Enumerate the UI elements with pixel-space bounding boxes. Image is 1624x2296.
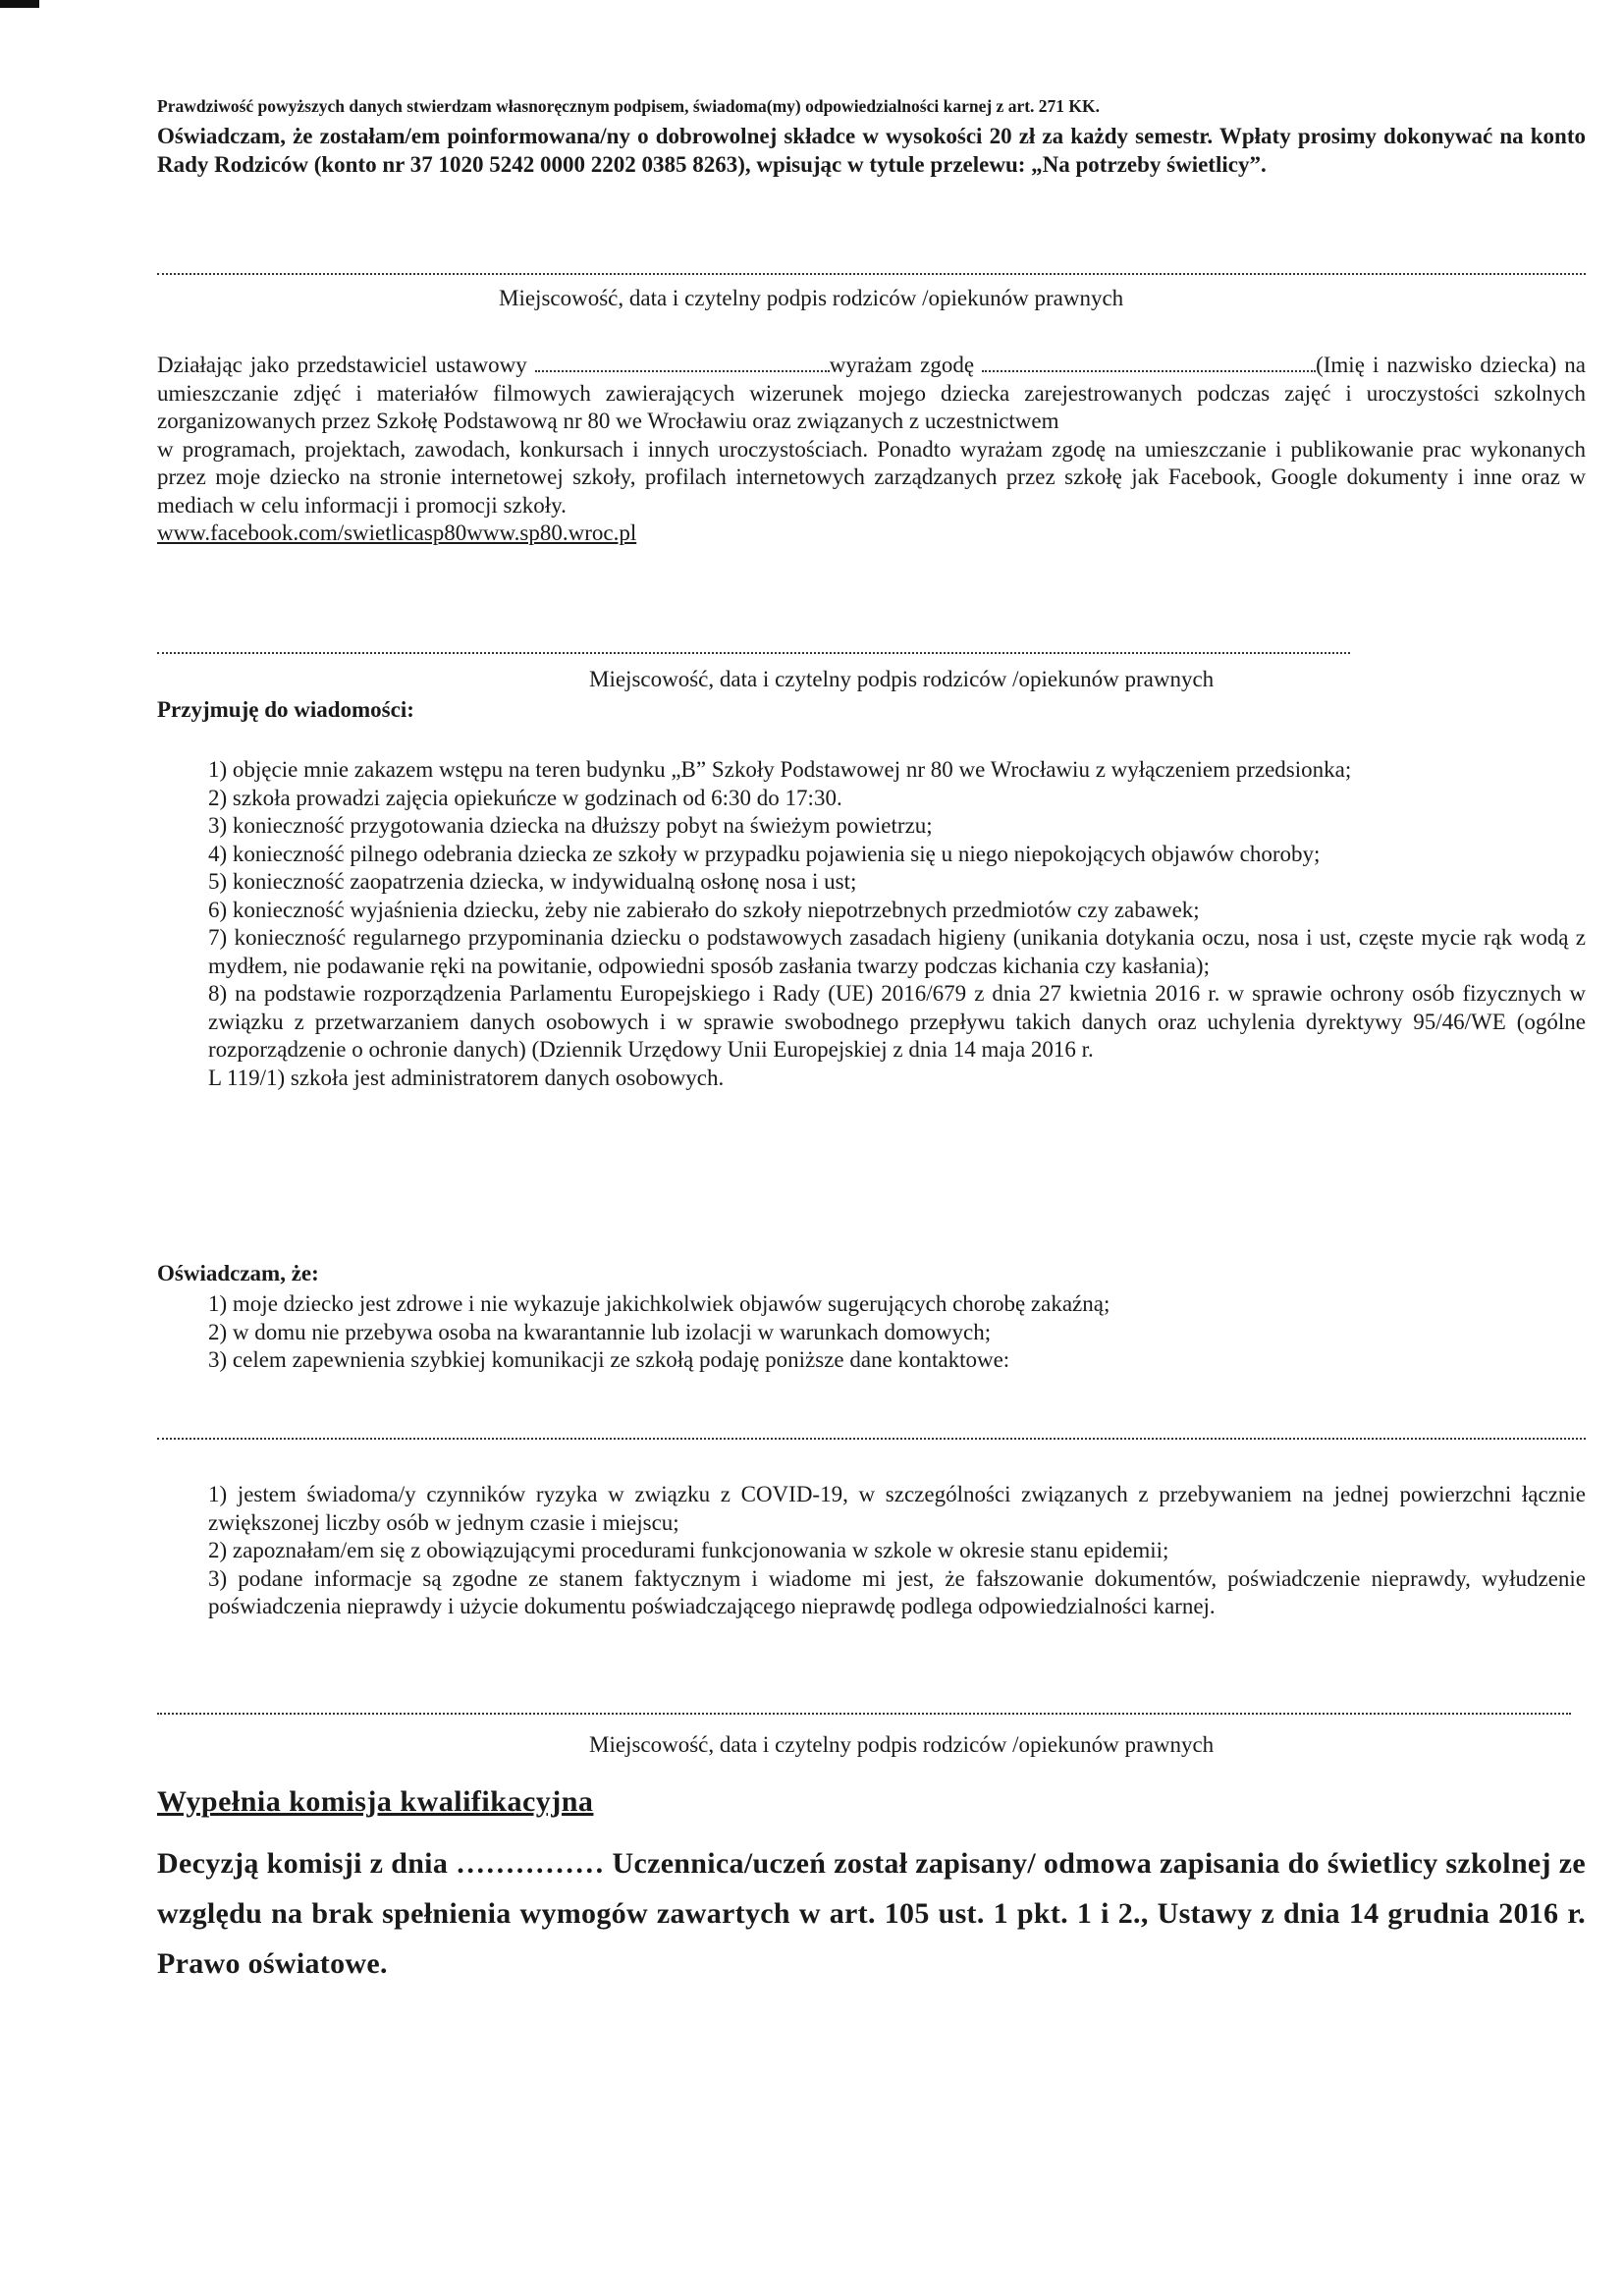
declare2-list (157, 1481, 1586, 1621)
committee-title: Wypełnia komisja kwalifikacyjna (157, 1785, 594, 1818)
child-name-field[interactable] (982, 364, 1316, 372)
list-item: 8) na podstawie rozporządzenia Parlamentu Europejskiego i Rady (UE) 2016/679 z dnia 27 kwietnia 2016 r. w sprawie ochrony osób fizycznych w związku z przetwarzaniem danych osobowych i w sprawie swobodnego przepływu takich danych oraz uchylenia dyrektywy 95/46/WE (ogólne rozporządzenie o ochronie danych) (Dziennik Urzędowy Unii Europejskiej z dnia 14 maja 2016 r. (208, 981, 1586, 1062)
signature-line-1[interactable] (157, 273, 1586, 275)
list-item: 1) moje dziecko jest zdrowe i nie wykazuje jakichkolwiek objawów sugerujących chorobę zakaźną; (208, 1291, 1110, 1316)
list-item: 5) konieczność zaopatrzenia dziecka, w indywidualną osłonę nosa i ust; (208, 869, 857, 894)
declare-list (157, 1290, 1586, 1375)
list-item: 3) celem zapewnienia szybkiej komunikacji ze szkołą podaję poniższe dane kontaktowe: (208, 1347, 1010, 1372)
declare-title: Oświadczam, że: (157, 1261, 319, 1285)
signature-label-2: Miejscowość, data i czytelny podpis rodziców /opiekunów prawnych (589, 667, 1215, 691)
consent-paren: (Imię i nazwisko dziecka) na umieszczanie zdjęć i materiałów filmowych zawierających wizerunek mojego dziecka zarejestrowanych podczas zajęć i uroczystości szkolnych zorganizowanych przez Szkołę Podstawową nr 80 we Wrocławiu oraz związanych z uczestnictwem (157, 353, 1586, 433)
committee-decision (157, 1838, 1586, 1989)
consent-line2: w programach, projektach, zawodach, konkursach i innych uroczystościach. Ponadto wyrażam zgodę na umieszczanie i publikowanie prac wykonanych przez moje dziecko na stronie internetowej szkoły, profilach internetowych zarządzanych przez szkołę jak Facebook, Google dokumenty i inne oraz w mediach w celu informacji i promocji szkoły. (157, 436, 1586, 518)
list-item-tail: L 119/1) szkoła jest administratorem danych osobowych. (208, 1065, 725, 1090)
list-item: 2) w domu nie przebywa osoba na kwarantannie lub izolacji w warunkach domowych; (208, 1319, 992, 1344)
signature-label-3: Miejscowość, data i czytelny podpis rodziców /opiekunów prawnych (589, 1732, 1215, 1757)
list-item: 6) konieczność wyjaśnienia dziecku, żeby nie zabierało do szkoły niepotrzebnych przedmiotów czy zabawek; (208, 897, 1200, 922)
signature-line-2[interactable] (157, 652, 1350, 654)
signature-label-1: Miejscowość, data i czytelny podpis rodziców /opiekunów prawnych (499, 286, 1124, 310)
acknowledge-title: Przyjmuję do wiadomości: (157, 697, 414, 722)
list-item: 7) konieczność regularnego przypominania dziecku o podstawowych zasadach higieny (unikania dotykania oczu, nosa i ust, częste mycie rąk wodą z mydłem, nie podawanie ręki na powitanie, odpowiedni sposób zasłania twarzy podczas kichania czy kasłania); (208, 925, 1586, 978)
statement-contribution: Oświadczam, że zostałam/em poinformowana/ny o dobrowolnej składce w wysokości 20 zł za każdy semestr. Wpłaty prosimy dokonywać na konto Rady Rodziców (konto nr 37 1020 5242 0000 2202 0385 8263), wpisując w tytule przelewu: „Na potrzeby świetlicy”. (157, 124, 1586, 177)
list-item: 1) objęcie mnie zakazem wstępu na teren budynku „B” Szkoły Podstawowej nr 80 we Wrocławiu z wyłączeniem przedsionka; (208, 757, 1352, 782)
statement-truthfulness: Prawdziwość powyższych danych stwierdzam własnoręcznym podpisem, świadoma(my) odpowiedzialności karnej z art. 271 KK. (157, 96, 1101, 116)
decision-start: Decyzją komisji z dnia (157, 1847, 449, 1880)
decision-date-field[interactable]: …………… (456, 1847, 605, 1880)
list-item: 4) konieczność pilnego odebrania dziecka ze szkoły w przypadku pojawienia się u niego niepokojących objawów choroby; (208, 841, 1321, 866)
list-item: 1) jestem świadoma/y czynników ryzyka w związku z COVID-19, w szczególności związanych z przebywaniem na jednej powierzchni łącznie zwiększonej liczby osób w jednym czasie i miejscu; (208, 1482, 1586, 1535)
facebook-link[interactable]: www.facebook.com/swietlicasp80www.sp80.wroc.pl (157, 520, 637, 545)
list-item: 3) podane informacje są zgodne ze stanem faktycznym i wiadome mi jest, że fałszowanie dokumentów, poświadczenie nieprawdy, wyłudzenie poświadczenia nieprawdy i użycie dokumentu poświadczającego nieprawdę podlega odpowiedzialności karnej. (208, 1565, 1586, 1618)
decision-rest: Uczennica/uczeń został zapisany/ odmowa zapisania do świetlicy szkolnej ze względu na brak spełnienia wymogów zawartych w art. 105 ust. 1 pkt. 1 i 2., Ustawy z dnia 14 grudnia 2016 r. Prawo oświatowe. (157, 1847, 1586, 1980)
contact-data-line[interactable] (157, 1438, 1586, 1440)
list-item: 2) zapoznałam/em się z obowiązującymi procedurami funkcjonowania w szkole w okresie stanu epidemii; (208, 1538, 1169, 1562)
consent-start: Działając jako przedstawiciel ustawowy (157, 353, 527, 377)
guardian-name-field[interactable] (535, 364, 830, 372)
scan-corner-mark (0, 0, 39, 8)
list-item: 3) konieczność przygotowania dziecka na dłuższy pobyt na świeżym powietrzu; (208, 813, 933, 838)
signature-line-3[interactable] (157, 1713, 1571, 1715)
consent-mid: wyrażam zgodę (829, 353, 975, 377)
acknowledge-list (157, 756, 1586, 1092)
list-item: 2) szkoła prowadzi zajęcia opiekuńcze w godzinach od 6:30 do 17:30. (208, 785, 842, 810)
consent-paragraph (157, 352, 1586, 548)
